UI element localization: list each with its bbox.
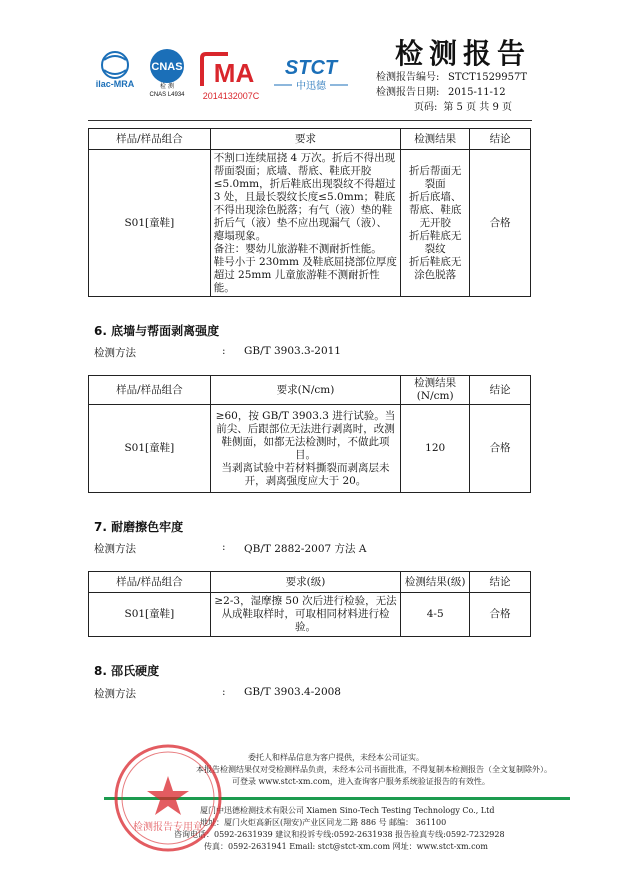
cma-logo: [198, 52, 264, 102]
stct-text: STCT: [284, 57, 338, 79]
table-header-row: [89, 129, 531, 150]
table-row: [89, 405, 531, 493]
document-title: 检测报告: [395, 37, 532, 70]
cnas-text: CNAS: [151, 61, 183, 73]
col-sample: 样品/样品组合: [89, 572, 211, 593]
section-6-colon: :: [222, 345, 226, 357]
footer-phones: 咨询电话：0592-2631939 建议和投诉专线:0592-2631938 报告验真专线:0592-7232928: [174, 830, 505, 839]
result-cell: 4-5: [401, 593, 470, 637]
result-cell: 折后帮面无裂面 折后底墙、帮底、鞋底无开胶 折后鞋底无裂纹 折后鞋底无涂色脱落: [401, 150, 470, 297]
ma-code-text: 2014132007C: [202, 91, 260, 101]
page-number-value: 第 5 页 共 9 页: [443, 102, 512, 113]
sample-cell: S01[童鞋]: [89, 593, 211, 637]
section-8-method: GB/T 3903.4-2008: [244, 686, 341, 698]
conclusion-cell: 合格: [470, 405, 531, 493]
report-number-value: STCT1529957T: [448, 72, 528, 83]
section-6-method-label: 检测方法: [94, 347, 136, 359]
requirement-text: ≥60，按 GB/T 3903.3 进行试验。当前尖、后跟部位无法进行剥离时，改测鞋侧面，如都无法检测时，不做此项目。: [215, 409, 396, 461]
col-conclusion: 结论: [470, 129, 531, 150]
footer-line-3: 可登录 www.stct-xm.com，进入查询客户服务系统验证报告的有效性。: [232, 777, 490, 786]
requirement-cell: [210, 405, 401, 493]
col-requirement: 要求(级): [210, 572, 401, 593]
requirement-note: 当剥离试验中若材料撕裂而剥离层未开，剥离强度应大于 20。: [221, 461, 390, 487]
col-requirement: 要求: [210, 129, 401, 150]
report-date-value: 2015-11-12: [448, 87, 506, 98]
footer-address: 地址：厦门火炬高新区(翔安)产业区同龙二路 886 号 邮编： 361100: [200, 818, 447, 827]
col-requirement: 要求(N/cm): [210, 376, 401, 405]
table-row: [89, 150, 531, 297]
col-sample: 样品/样品组合: [89, 376, 211, 405]
table-header-row: [89, 572, 531, 593]
conclusion-cell: 合格: [470, 593, 531, 637]
page-number-line: [414, 101, 512, 115]
cnas-logo: [140, 46, 194, 98]
ilac-text: ilac-MRA: [95, 79, 135, 89]
cnas-sub-text: 检 测: [160, 83, 174, 90]
col-result: 检测结果 (N/cm): [401, 376, 470, 405]
col-conclusion: 结论: [470, 572, 531, 593]
peel-strength-table: [88, 375, 531, 493]
footer-contact: 传真：0592-2631941 Email: stct@stct-xm.com 网址：www.stct-xm.com: [204, 842, 488, 851]
footer-line-2: 本报告检测结果仅对受检测样品负责，未经本公司书面批准，不得复制本检测报告（全文复制除外）。: [196, 765, 552, 774]
report-number-line: [376, 71, 527, 85]
report-date-label: 检测报告日期:: [376, 87, 440, 98]
col-result: 检测结果(级): [401, 572, 470, 593]
requirement-cell: ≥2-3，湿摩擦 50 次后进行检验，无法从成鞋取样时，可取相同材料进行检验。: [210, 593, 401, 637]
col-conclusion: 结论: [470, 376, 531, 405]
section-7-title: 7. 耐磨擦色牢度: [94, 520, 184, 534]
rub-fastness-table: [88, 571, 531, 637]
section-7-colon: :: [222, 541, 226, 553]
requirement-note2: 鞋号小于 230mm 及鞋底屈挠部位厚度超过 25mm 儿童旅游鞋不测耐折性能。: [213, 255, 397, 294]
cnas-code-text: CNAS L4934: [149, 92, 185, 98]
col-result: 检测结果: [401, 129, 470, 150]
seal-subtext: 检测报告专用章: [133, 822, 203, 833]
section-7-method: QB/T 2882-2007 方法 A: [244, 543, 367, 555]
conclusion-cell: 合格: [470, 150, 531, 297]
requirement-text: 不割口连续屈挠 4 万次。折后不得出现帮面裂面；底墙、帮底、鞋底开胶≤5.0mm，折后鞋底出现裂纹不得超过3 处，且最长裂纹长度≤5.0mm；鞋底不得出现涂色脱落；有气（液）垫的鞋折后气（液）垫不应出现漏气（液）、瘪塌现象。: [213, 151, 396, 242]
section-6-method: GB/T 3903.3-2011: [244, 345, 341, 357]
section-7-method-label: 检测方法: [94, 543, 136, 555]
ilac-mra-logo: [92, 50, 138, 90]
ma-text: MA: [213, 58, 255, 88]
folding-test-table: [88, 128, 531, 297]
stct-logo: [266, 54, 356, 94]
requirement-note1: 备注：婴幼儿旅游鞋不测耐折性能。: [213, 242, 382, 255]
report-number-label: 检测报告编号:: [376, 72, 440, 83]
header-rule: [88, 120, 532, 121]
section-8-colon: :: [222, 686, 226, 698]
section-8-method-label: 检测方法: [94, 688, 136, 700]
footer-line-1: 委托人和样品信息为客户提供，未经本公司证实。: [248, 753, 424, 762]
sample-cell: S01[童鞋]: [89, 405, 211, 493]
table-row: [89, 593, 531, 637]
page-number-label: 页码:: [414, 102, 438, 113]
result-cell: 120: [401, 405, 470, 493]
report-seal-stamp: [112, 742, 224, 854]
report-date-line: [376, 86, 506, 100]
table-header-row: [89, 376, 531, 405]
footer-company: 厦门中迅德检测技术有限公司 Xiamen Sino-Tech Testing Technology Co., Ltd: [200, 806, 495, 815]
section-8-title: 8. 邵氏硬度: [94, 664, 160, 678]
sample-cell: S01[童鞋]: [89, 150, 211, 297]
col-sample: 样品/样品组合: [89, 129, 211, 150]
stct-cn-text: 中迅德: [296, 81, 326, 92]
section-6-title: 6. 底墙与帮面剥离强度: [94, 324, 220, 338]
requirement-cell: [210, 150, 401, 297]
